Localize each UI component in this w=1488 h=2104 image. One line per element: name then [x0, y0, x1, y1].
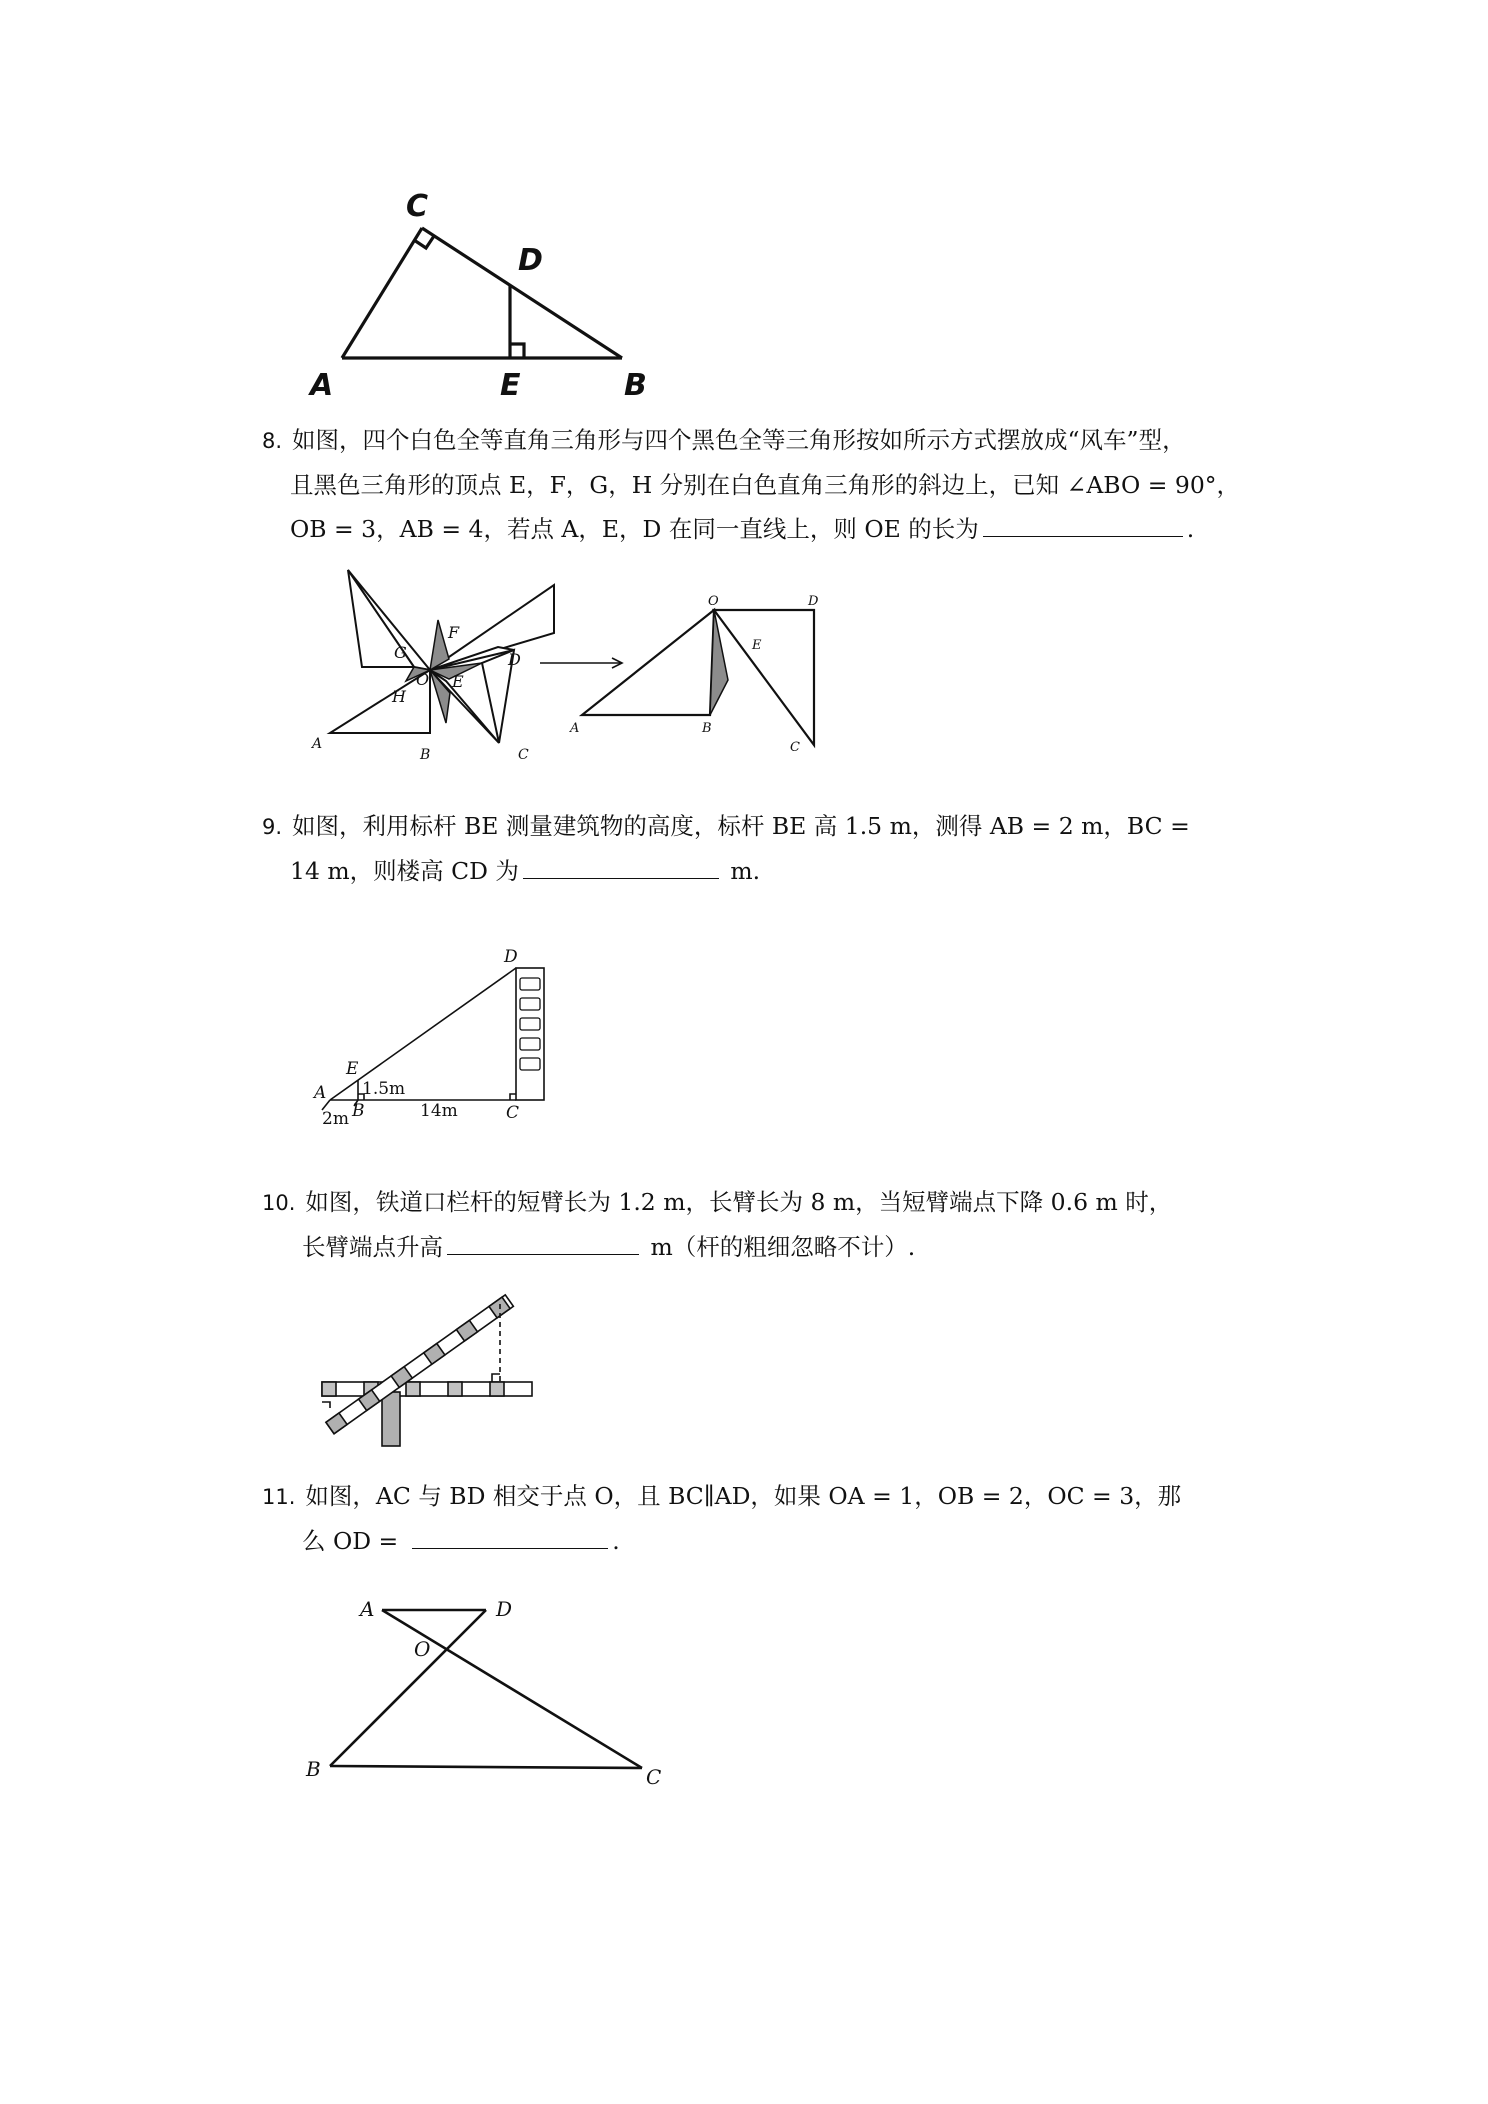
question-text: 如图，四个白色全等直角三角形与四个黑色全等三角形按如所示方式摆放成“风车”型， [292, 426, 1186, 454]
question-text: 14 m，则楼高 CD 为 [290, 857, 519, 885]
label-bc: 14m [420, 1101, 458, 1121]
label-b-right: B [702, 721, 712, 736]
question-8-line-3 [262, 507, 1262, 551]
question-text: 如图，铁道口栏杆的短臂长为 1.2 m，长臂长为 8 m，当短臂端点下降 0.6 m 时， [305, 1188, 1173, 1216]
label-a: A [312, 736, 323, 752]
label-o: O [416, 670, 430, 689]
label-a: A [310, 368, 334, 403]
label-g: G [394, 643, 407, 662]
label-b: B [624, 368, 647, 403]
question-text: m. [722, 857, 761, 885]
label-o: O [414, 1637, 431, 1661]
label-c: C [518, 747, 529, 763]
question-11 [262, 1474, 1262, 1563]
question-number: 11. [262, 1485, 296, 1509]
label-d: D [508, 650, 521, 669]
label-b: B [306, 1757, 321, 1781]
label-c: C [406, 189, 429, 224]
label-d: D [496, 1597, 513, 1621]
answer-blank[interactable] [983, 510, 1183, 537]
question-9-line-2 [262, 849, 1262, 893]
question-10-line-1 [262, 1180, 1262, 1225]
label-b: B [420, 747, 431, 763]
label-o-right: O [708, 594, 719, 609]
question-10 [262, 1180, 1262, 1269]
label-d: D [518, 243, 543, 278]
label-e: E [346, 1059, 359, 1079]
label-e: E [452, 672, 464, 691]
question-text: 长臂端点升高 [302, 1233, 443, 1261]
question-8-line-2: 且黑色三角形的顶点 E，F，G，H 分别在白色直角三角形的斜边上，已知 ∠ABO = 90°， [290, 471, 1241, 499]
figure-8-windmill [300, 565, 860, 775]
label-a-right: A [570, 721, 580, 736]
figure-9-building [310, 938, 590, 1138]
label-h: H [392, 687, 406, 706]
label-a: A [314, 1083, 327, 1103]
label-c-right: C [790, 740, 800, 755]
question-11-line-2 [262, 1519, 1262, 1563]
question-text: . [612, 1527, 620, 1555]
answer-blank[interactable] [412, 1522, 608, 1549]
question-8 [262, 418, 1262, 551]
answer-blank[interactable] [447, 1228, 639, 1255]
label-e-right: E [752, 638, 762, 653]
question-number: 8. [262, 429, 283, 453]
label-height: 1.5m [362, 1079, 406, 1099]
label-e: E [500, 368, 521, 403]
label-a: A [360, 1597, 375, 1621]
label-f: F [448, 623, 460, 642]
question-text: OB = 3，AB = 4，若点 A，E，D 在同一直线上，则 OE 的长为 [290, 515, 979, 543]
question-text: . [1186, 515, 1195, 543]
question-10-line-2 [262, 1225, 1262, 1269]
question-9-line-1 [262, 804, 1262, 849]
answer-blank[interactable] [523, 852, 719, 879]
question-text: 么 OD = [302, 1527, 399, 1555]
label-ab: 2m [322, 1109, 349, 1129]
question-11-line-1 [262, 1474, 1262, 1519]
question-number: 9. [262, 815, 283, 839]
question-text: 如图，AC 与 BD 相交于点 O，且 BC∥AD，如果 OA = 1，OB = 2，OC = 3，那 [305, 1482, 1182, 1510]
question-text: 如图，利用标杆 BE 测量建筑物的高度，标杆 BE 高 1.5 m，测得 AB = 2 m，BC = [292, 812, 1190, 840]
figure-10-barrier [310, 1290, 540, 1460]
label-d-right: D [808, 594, 819, 609]
label-d: D [504, 947, 518, 967]
figure-11-intersecting-lines [300, 1590, 680, 1800]
question-9 [262, 804, 1262, 893]
question-8-line-1 [262, 418, 1262, 463]
label-b: B [352, 1101, 365, 1121]
label-c: C [646, 1765, 662, 1789]
question-number: 10. [262, 1191, 296, 1215]
figure-7-triangle [300, 180, 670, 403]
label-c: C [506, 1103, 520, 1123]
question-text: m（杆的粗细忽略不计）. [643, 1233, 916, 1261]
